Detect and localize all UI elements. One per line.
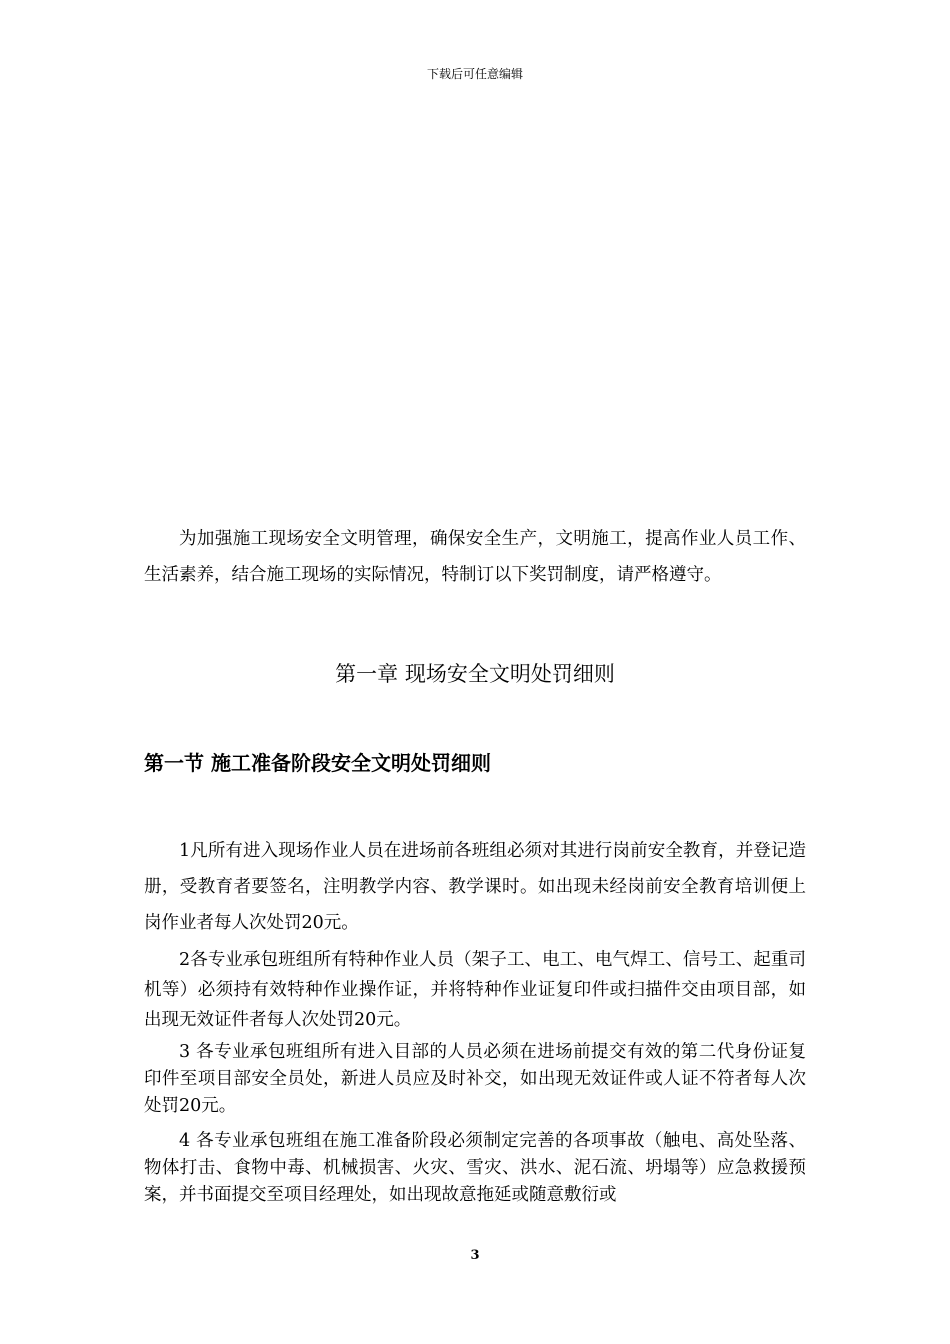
rule-item-3: 3 各专业承包班组所有进入目部的人员必须在进场前提交有效的第二代身份证复印件至项目部安全员处，新进人员应及时补交，如出现无效证件或人证不符者每人次处罚20元。: [144, 1042, 806, 1116]
rule-item-1: 1凡所有进入现场作业人员在进场前各班组必须对其进行岗前安全教育，并登记造册，受教育者要签名，注明教学内容、教学课时。如出现未经岗前安全教育培训便上岗作业者每人次处罚20元。: [144, 841, 806, 933]
rule-item-4: 4 各专业承包班组在施工准备阶段必须制定完善的各项事故（触电、高处坠落、物体打击、食物中毒、机械损害、火灾、雪灾、洪水、泥石流、坍塌等）应急救援预案，并书面提交至项目经理处，如出现故意拖延或随意敷衍或: [144, 1131, 806, 1205]
intro-paragraph: 为加强施工现场安全文明管理，确保安全生产，文明施工，提高作业人员工作、生活素养，结合施工现场的实际情况，特制订以下奖罚制度，请严格遵守。: [144, 529, 806, 585]
page-header: 下载后可任意编辑: [426, 67, 523, 81]
page-number: 3: [470, 1248, 480, 1263]
rule-list: [144, 833, 806, 1209]
rule-item-2: 2各专业承包班组所有特种作业人员（架子工、电工、电气焊工、信号工、起重司机等）必须持有效特种作业操作证，并将特种作业证复印件或扫描件交由项目部，如出现无效证件者每人次处罚20元。: [144, 950, 806, 1030]
section-title: 第一节 施工准备阶段安全文明处罚细则: [144, 751, 491, 775]
chapter-title: 第一章 现场安全文明处罚细则: [335, 662, 615, 686]
